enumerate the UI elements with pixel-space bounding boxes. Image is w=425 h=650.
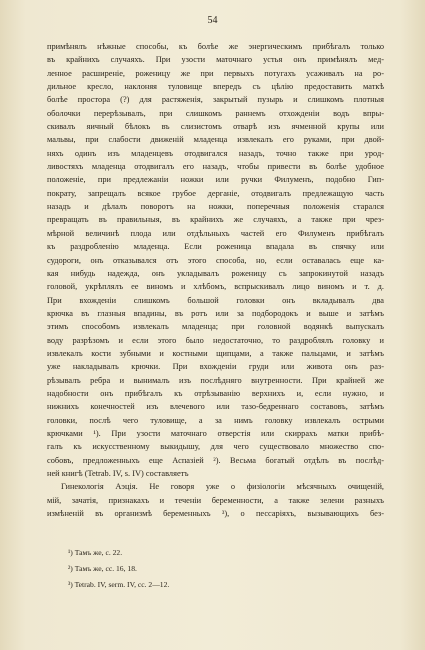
page-number: 54 xyxy=(207,15,218,26)
text-line: оболочки перерѣзывалъ, при слишкомъ раннемъ отхожденіи водъ впры- xyxy=(47,108,384,118)
text-line: ней книгѣ (Tetrab. IV, s. IV) составляетъ xyxy=(47,469,189,478)
text-line: пократу, запрещалъ всякое грубое дерганіе, отодвигалъ предлежащую часть xyxy=(47,188,384,198)
text-line: надобности онъ прибѣгалъ къ отрѣзыванію верхнихъ и, если нужно, и xyxy=(47,388,384,398)
text-line: скивалъ яичный бѣлокъ въ слизистомъ отварѣ изъ ячменной крупы или xyxy=(47,122,384,132)
text-line: рѣзывалъ ребра и вынималъ изъ послѣдняго внутренности. При крайней же xyxy=(47,375,384,385)
text-line: дильное кресло, наклоняя туловище впередъ съ цѣлію предоставить маткѣ xyxy=(47,82,384,92)
text-line: нижнихъ конечностей изъ влечевого или тазо-бедреннаго составовъ, затѣмъ xyxy=(47,402,384,412)
text-line: няхъ одинъ изъ младенцевъ отодвигался назадъ, точно также при урод- xyxy=(47,148,384,158)
text-line: этимъ способомъ извлекалъ младенца; при головной водянкѣ выпускалъ xyxy=(47,322,384,332)
text-line: головой, укрѣплялъ ее виномъ и хлѣбомъ, вспрыскивалъ лицо виномъ и т. д. xyxy=(47,282,384,292)
footnote: ³) Tetrab. IV, serm. IV, сс. 2—12. xyxy=(68,580,170,589)
text-line: При вхожденіи слишкомъ большой головки онъ вкладывалъ два xyxy=(47,295,384,305)
text-line: примѣнялъ нѣжные способы, къ болѣе же энергическимъ прибѣгалъ только xyxy=(47,42,384,51)
text-line: крючками ¹). При узости маточнаго отверстія или скиррахъ матки прибѣ- xyxy=(47,428,384,438)
text-line: ленное расширеніе, роженицу же при первыхъ потугахъ усаживалъ на ро- xyxy=(47,68,384,78)
text-line: судороги, онъ отказывался отъ этого способа, но, если оставалась еще ка- xyxy=(47,255,384,265)
body-text xyxy=(47,40,384,520)
text-line: превращать въ правильныя, въ крайнихъ же случаяхъ, а также при чрез- xyxy=(47,215,384,225)
text-line: собовъ, предложенныхъ еще Аспазіей ²). Весьма богатый отдѣлъ въ послѣд- xyxy=(47,455,384,465)
text-line: назадъ и дѣлалъ поворотъ на ножки, поперечныя положенія старался xyxy=(47,202,384,212)
text-line: ливостяхъ младенца отодвигалъ его назадъ, чтобы привести въ болѣе удобное xyxy=(47,162,384,172)
text-line: мій, зачатія, признакахъ и теченіи беременности, а также зелени разныхъ xyxy=(47,495,384,505)
footnote: ¹) Тамъ же, с. 22. xyxy=(68,548,123,557)
text-line: мѣрной величинѣ плода или отдѣльныхъ частей его Филуменъ прибѣгалъ xyxy=(47,228,384,238)
text-line: къ раздробленію младенца. Если роженица впадала въ спячку или xyxy=(47,242,384,252)
text-line: въ крайнихъ случаяхъ. При узости маточнаго устья онъ примѣнялъ мед- xyxy=(47,55,384,65)
text-line: воду разрѣзомъ и если этого было недостаточно, то раздроблялъ головку и xyxy=(47,335,384,345)
text-line: кая нибудь надежда, онъ укладывалъ роженицу съ запрокинутой назадъ xyxy=(47,268,384,278)
text-line: головки, послѣ чего туловище, а за нимъ головку извлекалъ острыми xyxy=(47,415,384,425)
text-line: извлекалъ кости зубными и костными щипцами, а также пальцами, и затѣмъ xyxy=(47,348,384,358)
text-line: уже накладывалъ крючки. При вхожденіи груди или живота онъ раз- xyxy=(47,362,384,372)
text-line: мальвы, при слабости движеній младенца извлекалъ его руками, при двой- xyxy=(47,135,384,145)
text-line: крючка въ глазныя впадины, въ ротъ или за подбородокъ и выше и затѣмъ xyxy=(47,308,384,318)
text-line: измѣненій въ организмѣ беременныхъ ³), о пессаріяхъ, вызывающихъ без- xyxy=(47,509,384,519)
text-line: галъ къ искусственному выкидышу, для чего существовало множество спо- xyxy=(47,442,384,452)
text-line: болѣе простора (?) для растяженія, закрытый пузырь и слишкомъ плотныя xyxy=(47,95,384,105)
footnote: ²) Тамъ же, сс. 16, 18. xyxy=(68,564,137,573)
text-line: Гинекологія Аэція. Не говоря уже о физіологіи мѣсячныхъ очищеній, xyxy=(61,482,384,492)
text-line: положеніе, при предлежаніи ножки или ручки Филуменъ, подобно Гип- xyxy=(47,175,384,185)
footnotes xyxy=(68,545,368,593)
